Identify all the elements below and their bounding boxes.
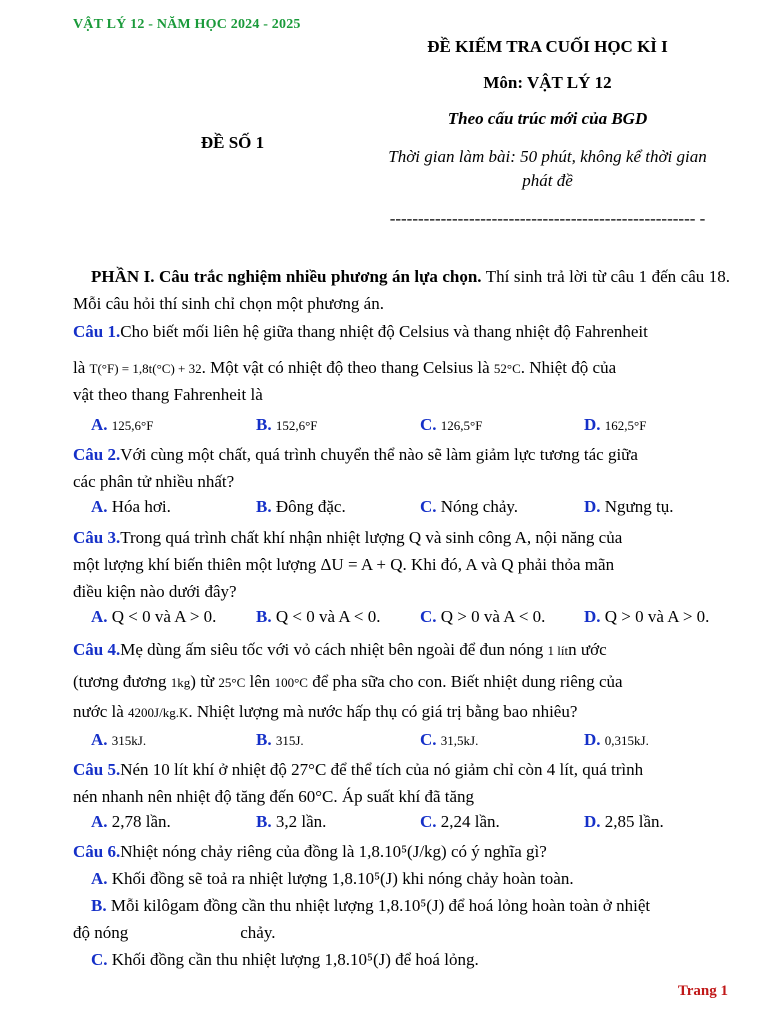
q6-option-b-cont bbox=[73, 919, 730, 946]
option-text: Khối đồng sẽ toả ra nhiệt lượng 1,8.10⁵(J) khi nóng chảy hoàn toàn. bbox=[111, 869, 574, 888]
option-text: Đông đặc. bbox=[275, 497, 346, 516]
q2-text: Với cùng một chất, quá trình chuyển thể nào sẽ làm giảm lực tương tác giữa bbox=[120, 445, 638, 464]
option-text: 31,5kJ. bbox=[440, 733, 479, 748]
option-label: B. bbox=[256, 607, 272, 626]
q4-option-c[interactable] bbox=[420, 730, 478, 750]
exam-number: ĐỀ SỐ 1 bbox=[200, 133, 265, 152]
option-text: 315J. bbox=[275, 733, 304, 748]
subject-title: Môn: VẬT LÝ 12 bbox=[483, 73, 612, 92]
q4-line3 bbox=[73, 698, 730, 726]
q3-option-d[interactable] bbox=[584, 607, 709, 627]
subject-year-tag: VẬT LÝ 12 - NĂM HỌC 2024 - 2025 bbox=[73, 17, 301, 32]
structure-note: Theo cấu trúc mới của BGD bbox=[447, 109, 648, 128]
option-text: Khối đồng cần thu nhiệt lượng 1,8.10⁵(J) để hoá lỏng. bbox=[111, 950, 479, 969]
option-label: C. bbox=[420, 415, 437, 434]
exam-title: ĐỀ KIẾM TRA CUỐI HỌC KÌ I bbox=[427, 37, 668, 56]
option-text: Q < 0 và A > 0. bbox=[111, 607, 217, 626]
q1-text: Cho biết mối liên hệ giữa thang nhiệt độ Celsius và thang nhiệt độ Fahrenheit bbox=[120, 322, 648, 341]
option-text: Nóng chảy. bbox=[440, 497, 519, 516]
q6-option-b[interactable] bbox=[73, 892, 730, 919]
option-label: B. bbox=[256, 812, 272, 831]
q5-label: Câu 5. bbox=[73, 760, 121, 779]
q4-line1 bbox=[73, 636, 730, 664]
q1-line1 bbox=[73, 318, 730, 345]
q3-line1 bbox=[73, 524, 730, 551]
q2-option-b[interactable] bbox=[256, 497, 346, 517]
q1-formula: T(°F) = 1,8t(°C) + 32 bbox=[89, 361, 202, 376]
q4-text-c: (tương đương bbox=[73, 672, 171, 691]
option-text: Q > 0 và A < 0. bbox=[440, 607, 546, 626]
part1-desc: Thí sinh trả lời từ câu 1 đến câu 18. Mỗi câu hỏi thí sinh chỉ chọn một phương án. bbox=[73, 267, 730, 313]
q1-option-a[interactable] bbox=[91, 415, 153, 435]
option-label: C. bbox=[420, 607, 437, 626]
option-label: B. bbox=[256, 730, 272, 749]
option-label: D. bbox=[584, 607, 601, 626]
option-text: 315kJ. bbox=[111, 733, 147, 748]
option-label: A. bbox=[91, 730, 108, 749]
q4-option-b[interactable] bbox=[256, 730, 304, 750]
option-label: A. bbox=[91, 812, 108, 831]
part1-title: PHẦN I. Câu trắc nghiệm nhiều phương án lựa chọn. bbox=[91, 267, 482, 286]
q5-option-d[interactable] bbox=[584, 812, 664, 832]
option-text: 152,6°F bbox=[275, 418, 318, 433]
option-label: A. bbox=[91, 607, 108, 626]
option-label: B. bbox=[256, 415, 272, 434]
q4-text-b: n ước bbox=[568, 640, 607, 659]
q4-line2 bbox=[73, 668, 730, 696]
divider-line: ------------------------------------------------------ - bbox=[389, 209, 706, 228]
q1-option-c[interactable] bbox=[420, 415, 482, 435]
q3-line2: một lượng khí biến thiên một lượng ΔU = A + Q. Khi đó, A và Q phải thỏa mãn bbox=[73, 555, 615, 574]
q3-option-c[interactable] bbox=[420, 607, 545, 627]
q6-text: Nhiệt nóng chảy riêng của đồng là 1,8.10⁵(J/kg) có ý nghĩa gì? bbox=[120, 842, 547, 861]
q3-label: Câu 3. bbox=[73, 528, 121, 547]
option-text: 126,5°F bbox=[440, 418, 483, 433]
q4-volume: 1 lít bbox=[547, 643, 569, 658]
option-label: D. bbox=[584, 415, 601, 434]
q2-option-c[interactable] bbox=[420, 497, 518, 517]
option-label: D. bbox=[584, 497, 601, 516]
q1-line3: vật theo thang Fahrenheit là bbox=[73, 385, 263, 404]
part1-intro bbox=[73, 263, 730, 317]
q2-label: Câu 2. bbox=[73, 445, 121, 464]
q4-text-g: nước là bbox=[73, 702, 129, 721]
q1-text-a: là bbox=[73, 358, 90, 377]
q4-specific-heat: 4200J/kg.K bbox=[128, 705, 189, 720]
option-text: 125,6°F bbox=[111, 418, 154, 433]
q1-temp: 52°C bbox=[493, 361, 521, 376]
q4-mass: 1kg bbox=[170, 675, 191, 690]
option-text: 3,2 lần. bbox=[275, 812, 327, 831]
q5-option-c[interactable] bbox=[420, 812, 500, 832]
option-label: C. bbox=[420, 497, 437, 516]
option-text: Ngưng tụ. bbox=[604, 497, 674, 516]
q6-option-a[interactable] bbox=[73, 865, 730, 892]
q4-temp-start: 25°C bbox=[218, 675, 246, 690]
option-text: độ nóng bbox=[73, 923, 129, 942]
q4-option-d[interactable] bbox=[584, 730, 649, 750]
q1-option-d[interactable] bbox=[584, 415, 646, 435]
option-text: 2,24 lần. bbox=[440, 812, 500, 831]
option-label: A. bbox=[91, 497, 108, 516]
q5-line2: nén nhanh nên nhiệt độ tăng đến 60°C. Áp suất khí đã tăng bbox=[73, 787, 475, 806]
q4-temp-end: 100°C bbox=[274, 675, 308, 690]
option-text: Mỗi kilôgam đồng cần thu nhiệt lượng 1,8.10⁵(J) để hoá lỏng hoàn toàn ở nhiệt bbox=[110, 896, 651, 915]
q4-text-h: . Nhiệt lượng mà nước hấp thụ có giá trị bằng bao nhiêu? bbox=[188, 702, 578, 721]
option-label: C. bbox=[420, 812, 437, 831]
q5-text: Nén 10 lít khí ở nhiệt độ 27°C để thể tích của nó giảm chỉ còn 4 lít, quá trình bbox=[120, 760, 644, 779]
option-label: D. bbox=[584, 812, 601, 831]
q4-text-f: để pha sữa cho con. Biết nhiệt dung riêng của bbox=[307, 672, 623, 691]
q1-text-b: . Một vật có nhiệt độ theo thang Celsius là bbox=[201, 358, 494, 377]
q2-option-a[interactable] bbox=[91, 497, 171, 517]
q5-line1 bbox=[73, 756, 730, 783]
q1-line2 bbox=[73, 354, 730, 382]
time-note: Thời gian làm bài: 50 phút, không kể thời gian phát đề bbox=[388, 147, 707, 190]
q4-text-a: Mẹ dùng ấm siêu tốc với vỏ cách nhiệt bên ngoài để đun nóng bbox=[120, 640, 548, 659]
q1-text-c: . Nhiệt độ của bbox=[520, 358, 617, 377]
q1-option-b[interactable] bbox=[256, 415, 318, 435]
option-label: B. bbox=[91, 896, 107, 915]
option-text: chảy. bbox=[240, 923, 276, 942]
option-text: 2,85 lần. bbox=[604, 812, 664, 831]
q5-option-a[interactable] bbox=[91, 812, 171, 832]
q1-label: Câu 1. bbox=[73, 322, 121, 341]
option-text: 0,315kJ. bbox=[604, 733, 649, 748]
q6-label: Câu 6. bbox=[73, 842, 121, 861]
option-text: 162,5°F bbox=[604, 418, 647, 433]
q5-option-b[interactable] bbox=[256, 812, 326, 832]
option-label: A. bbox=[91, 869, 108, 888]
q3-option-b[interactable] bbox=[256, 607, 381, 627]
option-label: C. bbox=[91, 950, 108, 969]
q4-text-e: lên bbox=[245, 672, 275, 691]
option-label: A. bbox=[91, 415, 108, 434]
q3-option-a[interactable] bbox=[91, 607, 216, 627]
option-label: B. bbox=[256, 497, 272, 516]
q2-option-d[interactable] bbox=[584, 497, 674, 517]
q2-line1 bbox=[73, 441, 730, 468]
q6-option-c[interactable] bbox=[73, 946, 730, 973]
page-number: Trang 1 bbox=[677, 983, 728, 999]
q4-option-a[interactable] bbox=[91, 730, 146, 750]
q4-label: Câu 4. bbox=[73, 640, 121, 659]
option-text: 2,78 lần. bbox=[111, 812, 171, 831]
option-label: D. bbox=[584, 730, 601, 749]
option-label: C. bbox=[420, 730, 437, 749]
q4-text-d: ) từ bbox=[190, 672, 219, 691]
q2-line2: các phân tử nhiều nhất? bbox=[73, 472, 235, 491]
q6-line1 bbox=[73, 838, 730, 865]
option-text: Hóa hơi. bbox=[111, 497, 171, 516]
q3-line3: điều kiện nào dưới đây? bbox=[73, 582, 237, 601]
option-text: Q > 0 và A > 0. bbox=[604, 607, 710, 626]
option-text: Q < 0 và A < 0. bbox=[275, 607, 381, 626]
q3-text: Trong quá trình chất khí nhận nhiệt lượng Q và sinh công A, nội năng của bbox=[120, 528, 623, 547]
